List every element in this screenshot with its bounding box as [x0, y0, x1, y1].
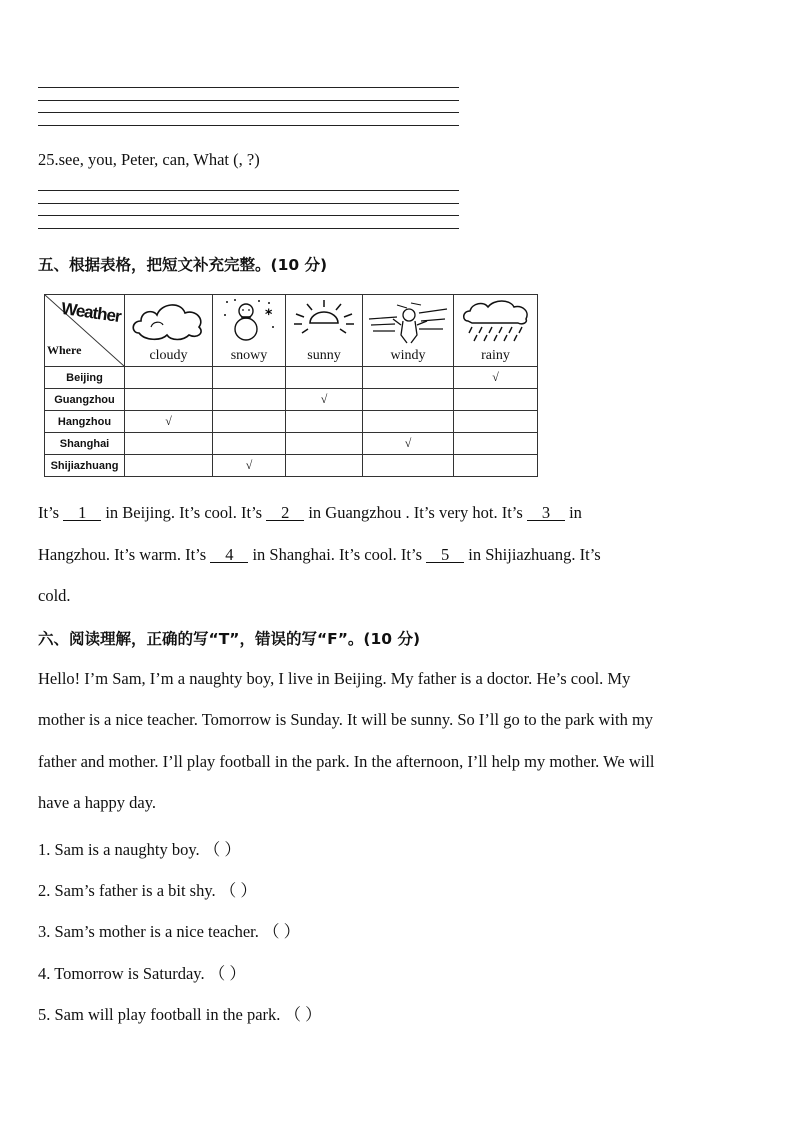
weather-label: sunny: [307, 348, 341, 363]
table-row: [45, 455, 538, 477]
snowman-icon: [221, 297, 279, 345]
weather-header-snowy: [213, 295, 286, 367]
reading-passage-line: have a happy day.: [38, 793, 157, 812]
question-25: 25.see, you, Peter, can, What (, ?): [38, 150, 260, 169]
true-false-question[interactable]: 3. Sam’s mother is a nice teacher. （ ）: [38, 922, 301, 941]
table-cell[interactable]: [213, 389, 286, 411]
table-cell[interactable]: [454, 389, 538, 411]
true-false-question[interactable]: 5. Sam will play football in the park. （ ）: [38, 1005, 322, 1024]
city-name: Guangzhou: [45, 389, 125, 411]
reading-passage-line: father and mother. I’ll play football in the park. In the afternoon, I’ll help my mother. We will: [38, 752, 655, 771]
sun-icon: [290, 297, 358, 343]
weather-header-sunny: [286, 295, 363, 367]
table-cell[interactable]: [286, 411, 363, 433]
weather-header-cloudy: [125, 295, 213, 367]
fill-in-passage-line-1: [38, 503, 758, 523]
table-cell[interactable]: √: [363, 433, 454, 455]
answer-line[interactable]: [38, 112, 459, 113]
weather-table: [44, 294, 538, 477]
true-false-question[interactable]: 4. Tomorrow is Saturday. （ ）: [38, 964, 246, 983]
table-cell[interactable]: [213, 411, 286, 433]
answer-line[interactable]: [38, 228, 459, 229]
answer-line[interactable]: [38, 87, 459, 88]
passage-text: It’s: [38, 503, 64, 522]
blank-4[interactable]: 4: [210, 547, 248, 563]
table-cell[interactable]: [286, 455, 363, 477]
table-row: [45, 389, 538, 411]
section-6-heading: 六、阅读理解，正确的写“T”，错误的写“F”。(10 分): [38, 630, 421, 648]
answer-line[interactable]: [38, 100, 459, 101]
reading-passage-line: Hello! I’m Sam, I’m a naughty boy, I live in Beijing. My father is a doctor. He’s cool. My: [38, 669, 631, 688]
weather-label: cloudy: [149, 348, 188, 363]
wind-icon: [367, 299, 449, 345]
section-5-heading: 五、根据表格，把短文补充完整。(10 分): [38, 256, 328, 274]
city-name: Beijing: [45, 367, 125, 389]
table-cell[interactable]: [125, 367, 213, 389]
passage-text: in Beijing. It’s cool. It’s: [101, 503, 267, 522]
weather-header-windy: [363, 295, 454, 367]
answer-line[interactable]: [38, 215, 459, 216]
table-cell[interactable]: [454, 433, 538, 455]
answer-line[interactable]: [38, 203, 459, 204]
table-row: [45, 367, 538, 389]
reading-passage-line: mother is a nice teacher. Tomorrow is Sunday. It will be sunny. So I’ll go to the park with my: [38, 710, 654, 729]
passage-text: in Shanghai. It’s cool. It’s: [248, 545, 427, 564]
table-cell[interactable]: [286, 433, 363, 455]
table-cell[interactable]: [363, 389, 454, 411]
passage-text: in Guangzhou . It’s very hot. It’s: [304, 503, 527, 522]
table-cell[interactable]: [125, 433, 213, 455]
table-row: [45, 411, 538, 433]
weather-label: snowy: [230, 348, 268, 363]
passage-text: Hangzhou. It’s warm. It’s: [38, 545, 211, 564]
blank-3[interactable]: 3: [527, 505, 565, 521]
blank-5[interactable]: 5: [426, 547, 464, 563]
table-cell[interactable]: [454, 411, 538, 433]
city-name: Shijiazhuang: [45, 455, 125, 477]
table-cell[interactable]: [213, 367, 286, 389]
fill-in-passage-line-3: cold.: [38, 586, 71, 605]
corner-weather-label: Weather: [60, 298, 123, 327]
table-cell[interactable]: √: [125, 411, 213, 433]
svg-text:*: *: [265, 307, 273, 323]
table-cell[interactable]: √: [213, 455, 286, 477]
weather-header-rainy: [454, 295, 538, 367]
passage-text: in: [564, 503, 582, 522]
blank-2[interactable]: 2: [266, 505, 304, 521]
city-name: Shanghai: [45, 433, 125, 455]
table-cell[interactable]: [454, 455, 538, 477]
table-cell[interactable]: [363, 455, 454, 477]
city-name: Hangzhou: [45, 411, 125, 433]
table-cell[interactable]: √: [454, 367, 538, 389]
table-row: [45, 433, 538, 455]
true-false-question[interactable]: 2. Sam’s father is a bit shy. （ ）: [38, 881, 257, 900]
true-false-question[interactable]: 1. Sam is a naughty boy. （ ）: [38, 840, 241, 859]
table-cell[interactable]: [125, 455, 213, 477]
table-cell[interactable]: [286, 367, 363, 389]
weather-label: rainy: [481, 348, 510, 363]
rain-cloud-icon: [460, 299, 532, 345]
cloud-icon: [131, 299, 206, 343]
answer-line[interactable]: [38, 125, 459, 126]
table-cell[interactable]: [125, 389, 213, 411]
table-cell[interactable]: [213, 433, 286, 455]
answer-line[interactable]: [38, 190, 459, 191]
weather-label: windy: [390, 348, 426, 363]
table-cell[interactable]: [363, 367, 454, 389]
table-corner: [45, 295, 125, 367]
passage-text: in Shijiazhuang. It’s: [464, 545, 601, 564]
table-cell[interactable]: √: [286, 389, 363, 411]
blank-1[interactable]: 1: [63, 505, 101, 521]
table-cell[interactable]: [363, 411, 454, 433]
fill-in-passage-line-2: [38, 545, 758, 565]
corner-where-label: Where: [47, 343, 82, 357]
